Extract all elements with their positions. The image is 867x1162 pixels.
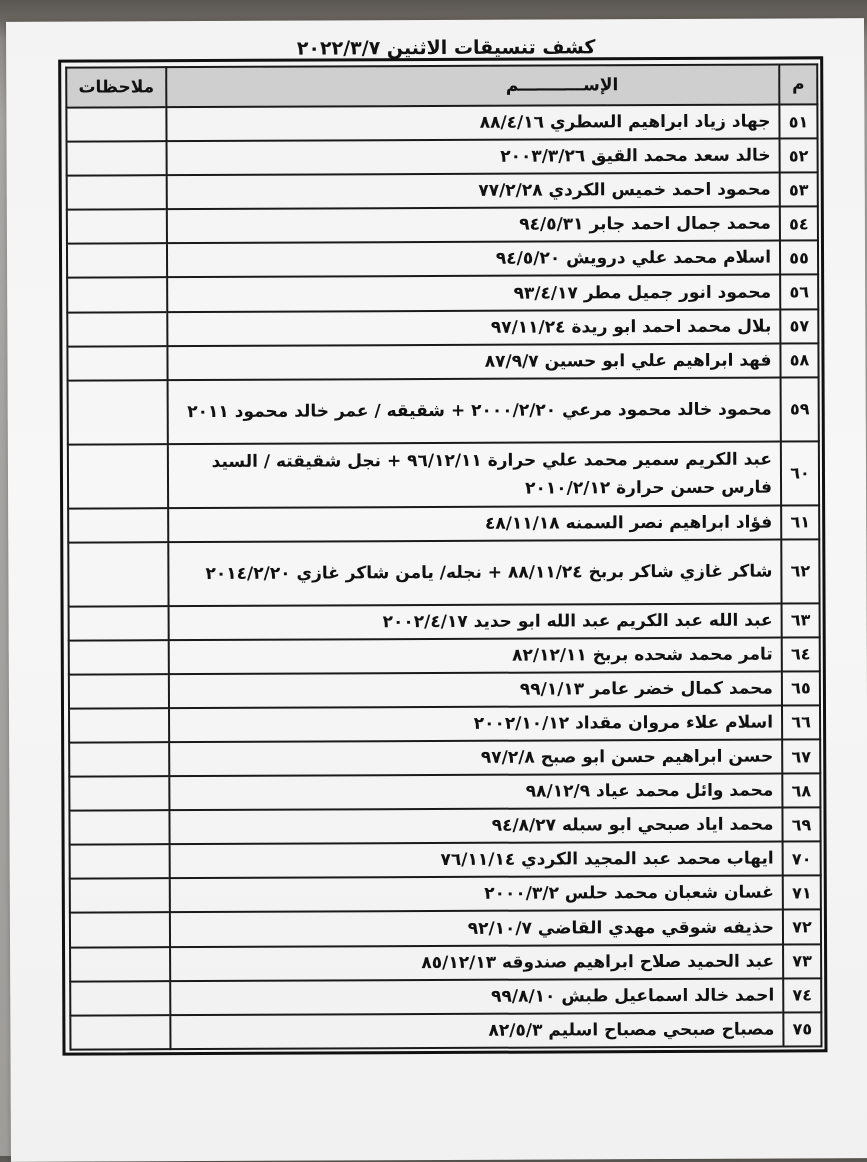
row-number: ٥٨ bbox=[780, 343, 818, 377]
table-row bbox=[70, 978, 821, 1015]
row-number: ٦١ bbox=[781, 505, 819, 539]
row-number: ٧٥ bbox=[783, 1012, 821, 1046]
table-row bbox=[67, 309, 818, 346]
row-number: ٦٣ bbox=[782, 603, 820, 637]
row-number: ٦٦ bbox=[782, 705, 820, 739]
row-name: فهد ابراهيم علي ابو حسين ٨٧/٩/٧ bbox=[167, 343, 780, 380]
table-row bbox=[67, 207, 818, 244]
row-name: عبد الكريم سمير محمد علي حرارة ٩٦/١٢/١١ + نجل شقيقته / السيد فارس حسن حرارة ٢٠١٠/٢/١٢ bbox=[168, 441, 781, 508]
row-number: ٦٤ bbox=[782, 637, 820, 671]
table-row bbox=[69, 705, 820, 742]
row-name: فؤاد ابراهيم نصر السمنه ٤٨/١١/١٨ bbox=[168, 505, 781, 542]
row-notes bbox=[70, 1015, 170, 1050]
row-name: عبد الحميد صلاح ابراهيم صندوقه ٨٥/١٢/١٣ bbox=[170, 944, 783, 981]
table-row bbox=[67, 241, 818, 278]
row-notes bbox=[69, 674, 169, 709]
row-notes bbox=[68, 380, 168, 444]
row-notes bbox=[69, 708, 169, 743]
row-name: تامر محمد شحده بربخ ٨٢/١٢/١١ bbox=[169, 637, 782, 674]
row-notes bbox=[67, 278, 167, 313]
row-name: اسلام علاء مروان مقداد ٢٠٠٢/١٠/١٢ bbox=[169, 705, 782, 742]
row-number: ٧٣ bbox=[783, 944, 821, 978]
row-name: محمود خالد محمود مرعي ٢٠٠٠/٢/٢٠ + شقيقه / عمر خالد محمود ٢٠١١ bbox=[168, 377, 781, 444]
row-name: بلال محمد احمد ابو ريدة ٩٧/١١/٢٤ bbox=[167, 309, 780, 346]
table-row bbox=[70, 910, 821, 947]
row-notes bbox=[70, 913, 170, 948]
row-notes bbox=[68, 542, 168, 606]
row-number: ٥٤ bbox=[780, 207, 818, 241]
row-number: ٥٢ bbox=[780, 138, 818, 172]
table-body bbox=[66, 104, 821, 1049]
table-row bbox=[67, 275, 818, 312]
table-row bbox=[68, 505, 819, 542]
table-row bbox=[68, 539, 819, 606]
table-row bbox=[68, 441, 819, 508]
header-name: الإســـــــــــم bbox=[166, 64, 779, 107]
row-name: شاكر غازي شاكر بربخ ٨٨/١١/٢٤ + نجله/ يامن شاكر غازي ٢٠١٤/٢/٢٠ bbox=[168, 539, 781, 606]
row-name: محمود احمد خميس الكردي ٧٧/٢/٢٨ bbox=[167, 173, 780, 210]
table-row bbox=[69, 739, 820, 776]
row-notes bbox=[69, 640, 169, 675]
table-row bbox=[67, 138, 818, 175]
row-notes bbox=[67, 141, 167, 176]
table-row bbox=[67, 173, 818, 210]
row-number: ٧٢ bbox=[783, 910, 821, 944]
table-row bbox=[66, 104, 817, 141]
row-notes bbox=[68, 444, 168, 508]
row-notes bbox=[70, 879, 170, 914]
row-notes bbox=[67, 244, 167, 279]
row-number: ٧٠ bbox=[783, 842, 821, 876]
table-frame bbox=[58, 56, 827, 1055]
row-name: عبد الله عبد الكريم عبد الله ابو حديد ٢٠٠٢/٤/١٧ bbox=[169, 603, 782, 640]
row-name: احمد خالد اسماعيل طبش ٩٩/٨/١٠ bbox=[170, 978, 783, 1015]
table-row bbox=[70, 876, 821, 913]
table-row bbox=[68, 377, 819, 444]
row-notes bbox=[67, 312, 167, 347]
row-name: اسلام محمد علي درويش ٩٤/٥/٢٠ bbox=[167, 241, 780, 278]
row-notes bbox=[69, 742, 169, 777]
row-number: ٥٣ bbox=[780, 173, 818, 207]
row-number: ٥٥ bbox=[780, 241, 818, 275]
row-notes bbox=[70, 947, 170, 982]
row-name: مصباح صبحي مصباح اسليم ٨٢/٥/٣ bbox=[170, 1012, 783, 1049]
row-name: محمد كمال خضر عامر ٩٩/١/١٣ bbox=[169, 671, 782, 708]
row-name: ايهاب محمد عبد المجيد الكردي ٧٦/١١/١٤ bbox=[170, 842, 783, 879]
row-number: ٥٩ bbox=[781, 377, 819, 441]
document-page bbox=[6, 18, 867, 1162]
row-name: جهاد زياد ابراهيم السطري ٨٨/٤/١٦ bbox=[166, 104, 779, 141]
row-name: محمد جمال احمد جابر ٩٤/٥/٣١ bbox=[167, 207, 780, 244]
row-notes bbox=[66, 107, 166, 142]
row-number: ٦٠ bbox=[781, 441, 819, 505]
row-name: محمد وائل محمد عياد ٩٨/١٢/٩ bbox=[169, 774, 782, 811]
row-notes bbox=[69, 606, 169, 641]
row-notes bbox=[70, 844, 170, 879]
table-row bbox=[69, 637, 820, 674]
row-name: حذيفه شوقي مهدي القاضي ٩٢/١٠/٧ bbox=[170, 910, 783, 947]
table-row bbox=[70, 944, 821, 981]
row-number: ٥٧ bbox=[780, 309, 818, 343]
document-title: كشف تنسيقات الاثنين ٢٠٢٢/٣/٧ bbox=[296, 36, 596, 60]
table-row bbox=[70, 842, 821, 879]
row-name: غسان شعبان محمد حلس ٢٠٠٠/٣/٢ bbox=[170, 876, 783, 913]
row-notes bbox=[67, 209, 167, 244]
row-name: خالد سعد محمد القيق ٢٠٠٣/٣/٢٦ bbox=[167, 139, 780, 176]
row-name: محمود انور جميل مطر ٩٣/٤/١٧ bbox=[167, 275, 780, 312]
row-number: ٧٤ bbox=[783, 978, 821, 1012]
row-notes bbox=[67, 175, 167, 210]
row-number: ٦٨ bbox=[782, 773, 820, 807]
row-notes bbox=[70, 981, 170, 1016]
table-row bbox=[69, 773, 820, 810]
table-row bbox=[67, 343, 818, 380]
row-notes bbox=[69, 810, 169, 845]
table-header-row bbox=[66, 64, 817, 107]
table-row bbox=[70, 1012, 821, 1050]
table-row bbox=[69, 671, 820, 708]
names-table bbox=[65, 63, 822, 1050]
header-number: م bbox=[779, 64, 817, 104]
row-number: ٦٢ bbox=[781, 539, 819, 603]
row-notes bbox=[68, 508, 168, 543]
row-number: ٦٩ bbox=[782, 807, 820, 841]
row-number: ٥١ bbox=[779, 104, 817, 138]
table-row bbox=[69, 807, 820, 844]
row-number: ٦٥ bbox=[782, 671, 820, 705]
header-notes: ملاحظات bbox=[66, 67, 166, 107]
row-notes bbox=[69, 776, 169, 811]
row-notes bbox=[67, 346, 167, 381]
row-name: محمد اياد صبحي ابو سبله ٩٤/٨/٢٧ bbox=[169, 808, 782, 845]
row-number: ٦٧ bbox=[782, 739, 820, 773]
table-row bbox=[69, 603, 820, 640]
row-name: حسن ابراهيم حسن ابو صبح ٩٧/٢/٨ bbox=[169, 739, 782, 776]
row-number: ٧١ bbox=[783, 876, 821, 910]
row-number: ٥٦ bbox=[780, 275, 818, 309]
